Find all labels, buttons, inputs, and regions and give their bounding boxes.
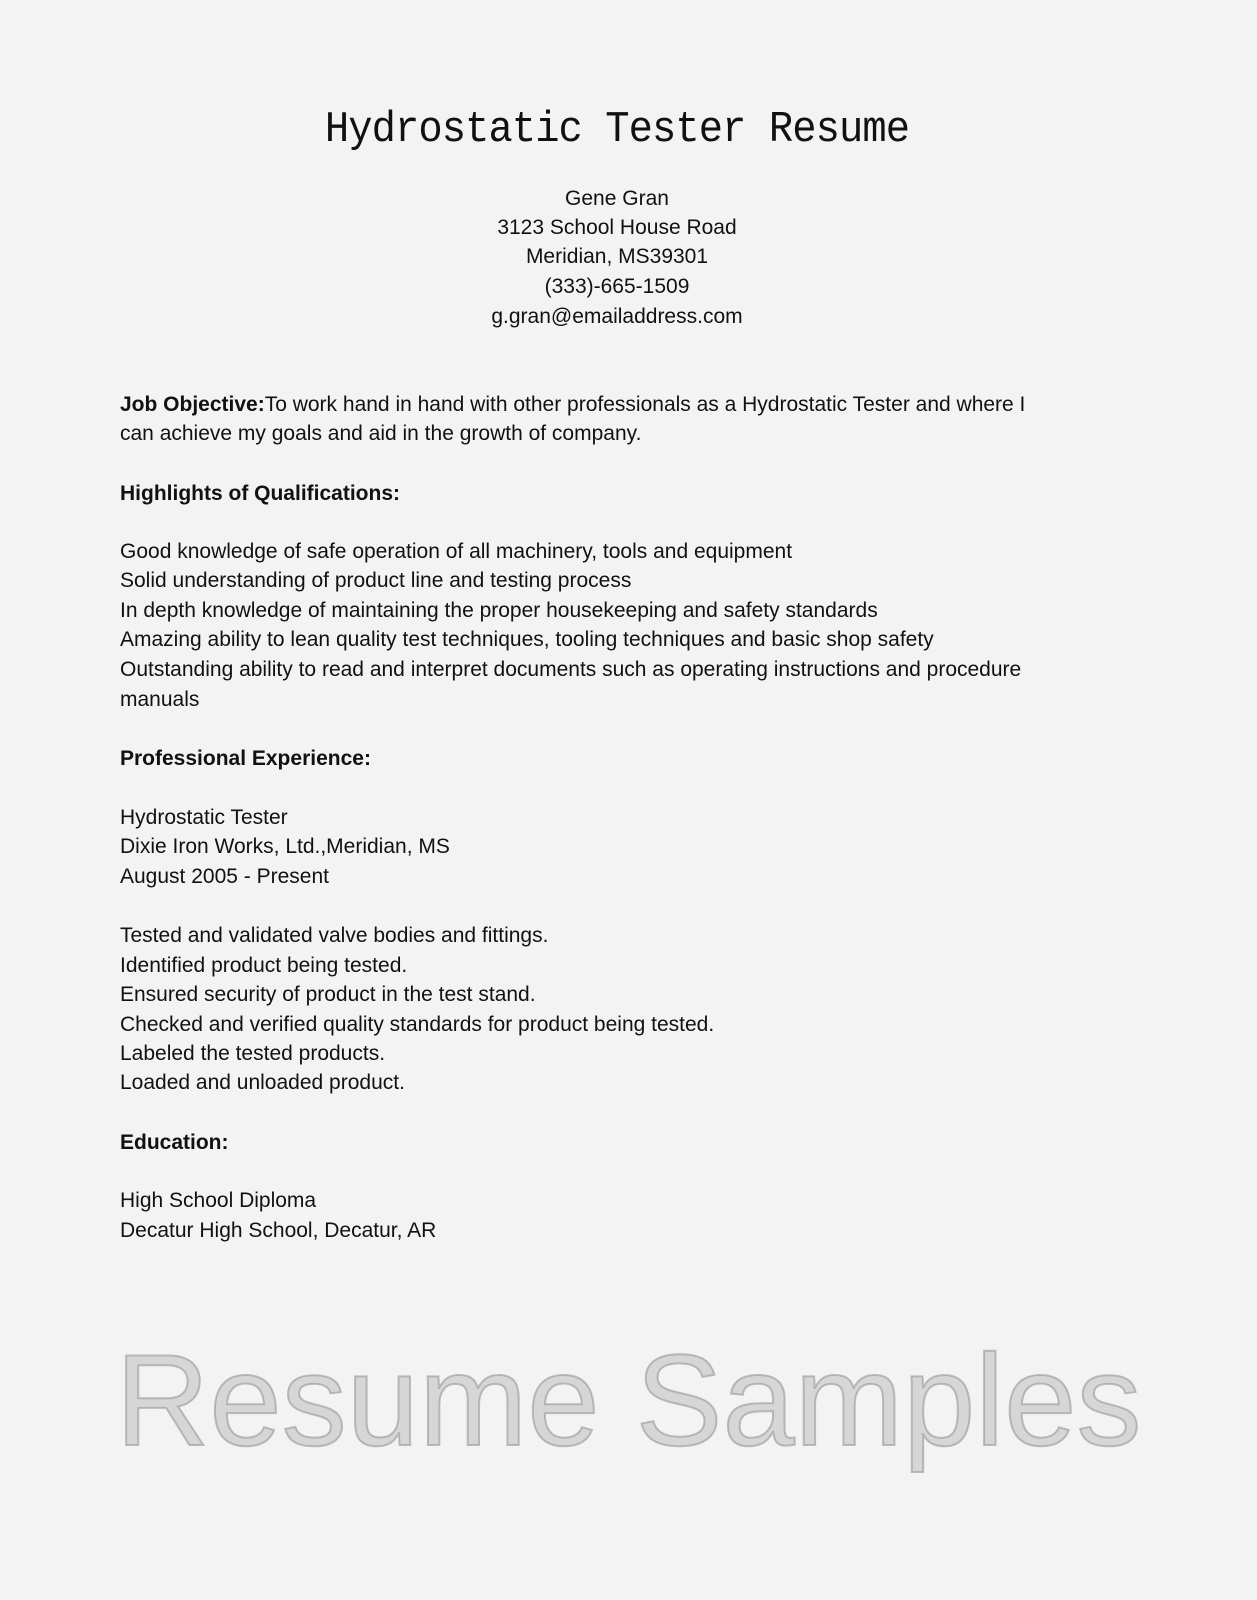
education-school: Decatur High School, Decatur, AR xyxy=(120,1219,437,1242)
watermark: Resume Samples xyxy=(115,1327,1142,1473)
education-heading: Education: xyxy=(120,1131,229,1154)
education-degree: High School Diploma xyxy=(120,1189,317,1212)
highlight-item: In depth knowledge of maintaining the proper housekeeping and safety standards xyxy=(120,599,878,622)
highlight-item: Solid understanding of product line and testing process xyxy=(120,569,632,592)
company: Dixie Iron Works, Ltd.,Meridian, MS xyxy=(120,835,450,858)
objective-text: To work hand in hand with other professionals as a Hydrostatic Tester and where I xyxy=(264,393,1026,416)
contact-phone: (333)-665-1509 xyxy=(544,275,690,298)
duty-item: Labeled the tested products. xyxy=(120,1042,386,1065)
contact-email: g.gran@emailaddress.com xyxy=(491,305,743,328)
page-title: Hydrostatic Tester Resume xyxy=(324,105,910,155)
contact-city: Meridian, MS39301 xyxy=(525,245,709,268)
duty-item: Tested and validated valve bodies and fittings. xyxy=(120,924,549,947)
duty-item: Ensured security of product in the test stand. xyxy=(120,983,536,1006)
highlight-item: Good knowledge of safe operation of all machinery, tools and equipment xyxy=(120,540,793,563)
highlight-item: Amazing ability to lean quality test techniques, tooling techniques and basic shop safety xyxy=(120,628,934,651)
experience-heading: Professional Experience: xyxy=(120,747,371,770)
duty-item: Identified product being tested. xyxy=(120,954,408,977)
contact-name: Gene Gran xyxy=(565,187,669,210)
objective-text-cont: can achieve my goals and aid in the growth of company. xyxy=(120,422,642,445)
highlight-item: Outstanding ability to read and interpret documents such as operating instructions and procedure xyxy=(120,658,1022,681)
objective-label: Job Objective: xyxy=(120,393,265,416)
highlights-heading: Highlights of Qualifications: xyxy=(120,482,400,505)
contact-address: 3123 School House Road xyxy=(497,216,737,239)
job-dates: August 2005 - Present xyxy=(120,865,329,888)
duty-item: Checked and verified quality standards for product being tested. xyxy=(120,1013,715,1036)
duty-item: Loaded and unloaded product. xyxy=(120,1071,405,1094)
job-objective xyxy=(120,392,1025,418)
job-title: Hydrostatic Tester xyxy=(120,806,288,829)
highlight-item: manuals xyxy=(120,688,200,711)
